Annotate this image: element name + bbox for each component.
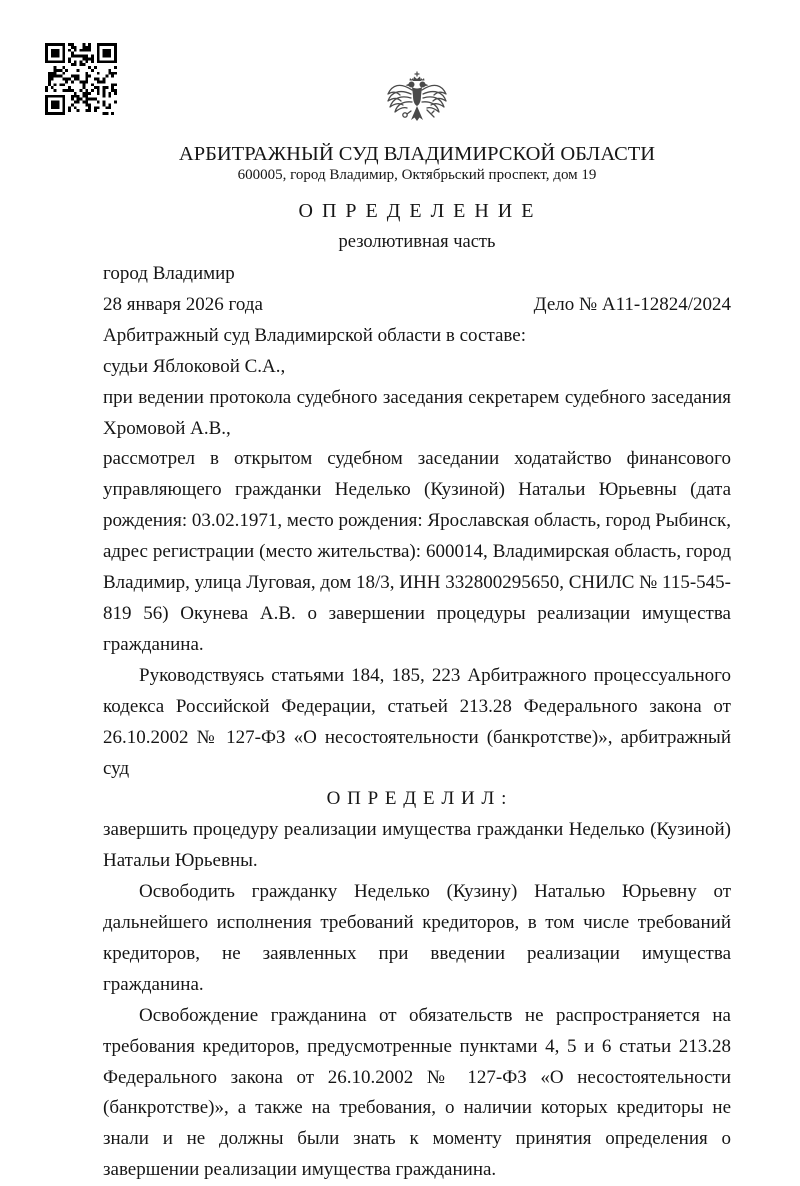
body-paragraph: рассмотрел в открытом судебном заседании ходатайство финансового управляющего гражданки Неделько (Кузиной) Натальи Юрьевны (дата рождения: 03.02.1971, место рождения: Ярославская область, город Рыбинск, адрес регистрации (место жительства): 600014, Владимирская область, город Владимир, улица Луговая, дом 18/3, ИНН 332800295650, СНИЛС № 115-545-819 56) Окунева А.В. о завершении процедуры реализации имущества гражданина. <box>103 448 731 655</box>
body-paragraph: О П Р Е Д Е Л И Л : <box>326 788 508 810</box>
coat-of-arms-icon <box>103 70 731 139</box>
date-case-row <box>103 290 731 321</box>
body-paragraph: Арбитражный суд Владимирской области в составе: <box>103 324 527 346</box>
document-subtitle: резолютивная часть <box>338 232 496 252</box>
body-paragraph: завершить процедуру реализации имущества гражданки Неделько (Кузиной) Натальи Юрьевны. <box>103 819 731 872</box>
document-content <box>103 0 731 1186</box>
double-headed-eagle-icon <box>384 70 450 134</box>
document-title: О П Р Е Д Е Л Е Н И Е <box>298 200 536 222</box>
body-paragraph: судьи Яблоковой С.А., <box>103 355 286 377</box>
document-body <box>103 321 731 1186</box>
body-paragraph: Освободить гражданку Неделько (Кузину) Наталью Юрьевну от дальнейшего исполнения требований кредиторов, в том числе требований кредиторов, не заявленных при введении реализации имущества гражданина. <box>103 881 731 995</box>
case-meta <box>103 259 731 321</box>
case-number: Дело № А11-12824/2024 <box>533 293 731 315</box>
court-address: 600005, город Владимир, Октябрьский проспект, дом 19 <box>237 167 597 183</box>
document-header <box>103 0 731 254</box>
city-line: город Владимир <box>103 263 235 284</box>
body-paragraph: Руководствуясь статьями 184, 185, 223 Арбитражного процессуального кодекса Российской Федерации, статьей 213.28 Федерального закона от 26.10.2002 № 127-ФЗ «О несостоятельности (банкротстве)», арбитражный суд <box>103 664 731 779</box>
court-name: АРБИТРАЖНЫЙ СУД ВЛАДИМИРСКОЙ ОБЛАСТИ <box>178 143 656 165</box>
body-paragraph: Освобождение гражданина от обязательств не распространяется на требования кредиторов, предусмотренные пунктами 4, 5 и 6 статьи 213.28 Федерального закона от 26.10.2002 № 127-ФЗ «О несостоятельности (банкротстве)», а также на требования, о наличии которых кредиторы не знали и не должны были знать к моменту принятия определения о завершении реализации имущества гражданина. <box>103 1004 731 1181</box>
body-paragraph: при ведении протокола судебного заседания секретарем судебного заседания Хромовой А.В., <box>103 386 731 439</box>
date-line: 28 января 2026 года <box>103 293 263 315</box>
